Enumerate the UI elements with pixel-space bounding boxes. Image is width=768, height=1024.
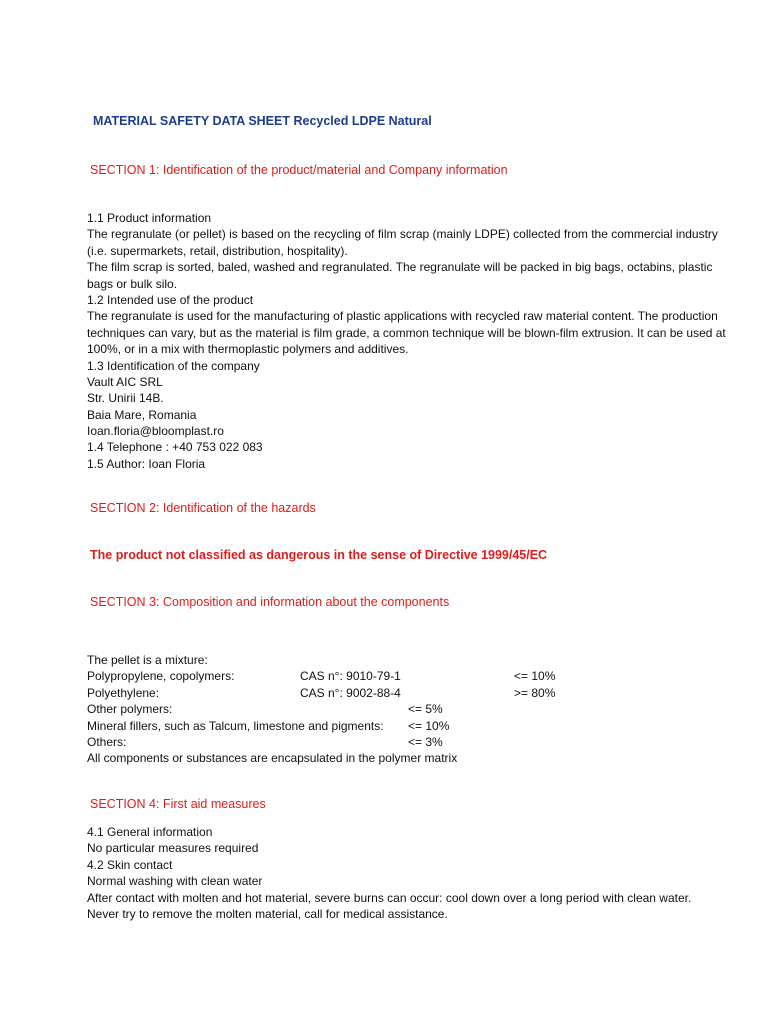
section-1-line: The regranulate is used for the manufacturing of plastic applications with recycled raw material content. The production [87,309,718,324]
section-1-line: techniques can vary, but as the material is film grade, a common technique will be blown-film extrusion. It can be used at [87,325,726,340]
component-name: Polyethylene: [87,685,160,700]
component-amount: <= 5% [408,702,443,717]
section-1-line: bags or bulk silo. [87,276,178,291]
company-telephone: 1.4 Telephone : +40 753 022 083 [87,440,263,455]
document-author: 1.5 Author: Ioan Floria [87,456,206,471]
component-cas: CAS n°: 9002-88-4 [300,685,401,700]
component-cas: CAS n°: 9010-79-1 [300,669,401,684]
section-1-line: 1.1 Product information [87,211,212,225]
company-street: Str. Unirii 14B. [87,391,164,406]
composition-footer: All components or substances are encapsulated in the polymer matrix [87,751,458,766]
section-4-line: 4.1 General information [87,825,213,839]
component-row [87,701,727,717]
section-1-line: 1.2 Intended use of the product [87,292,254,307]
company-email: Ioan.floria@bloomplast.ro [87,424,224,439]
component-name: Polypropylene, copolymers: [87,669,235,684]
section-3-heading: SECTION 3: Composition and information about the components [90,595,450,609]
section-4-line: Never try to remove the molten material, call for medical assistance. [87,906,448,921]
composition-intro: The pellet is a mixture: [87,653,208,667]
component-name: Mineral fillers, such as Talcum, limestone and pigments: [87,718,384,733]
section-4-line: No particular measures required [87,841,259,856]
section-1-heading: SECTION 1: Identification of the product/material and Company information [90,163,508,177]
section-2-heading: SECTION 2: Identification of the hazards [90,501,316,515]
section-1-line: The regranulate (or pellet) is based on the recycling of film scrap (mainly LDPE) collected from the commercial industry [87,227,718,242]
section-4-line: After contact with molten and hot material, severe burns can occur: cool down over a long period with clean water. [87,890,692,905]
section-1-line: 1.3 Identification of the company [87,358,260,373]
hazard-classification-notice: The product not classified as dangerous in the sense of Directive 1999/45/EC [90,548,548,562]
section-4-heading: SECTION 4: First aid measures [90,797,266,811]
component-name: Others: [87,734,127,749]
section-1-line: The film scrap is sorted, baled, washed and regranulated. The regranulate will be packed in big bags, octabins, plastic [87,260,713,275]
section-1-line: 100%, or in a mix with thermoplastic polymers and additives. [87,342,409,357]
component-amount: <= 3% [408,734,443,749]
document-title: MATERIAL SAFETY DATA SHEET Recycled LDPE Natural [93,114,432,128]
section-4-line: 4.2 Skin contact [87,857,173,872]
company-name: Vault AIC SRL [87,374,163,389]
section-4-body [87,824,727,922]
section-3-body [87,652,727,767]
component-amount: >= 80% [514,685,556,700]
company-city: Baia Mare, Romania [87,407,197,422]
component-row [87,668,727,684]
component-amount: <= 10% [408,718,450,733]
component-row [87,718,727,734]
component-row [87,685,727,701]
section-1-body [87,210,727,472]
component-amount: <= 10% [514,669,556,684]
section-1-line: (i.e. supermarkets, retail, distribution, hospitality). [87,243,348,258]
component-name: Other polymers: [87,702,173,717]
section-4-line: Normal washing with clean water [87,874,263,889]
component-row [87,734,727,750]
